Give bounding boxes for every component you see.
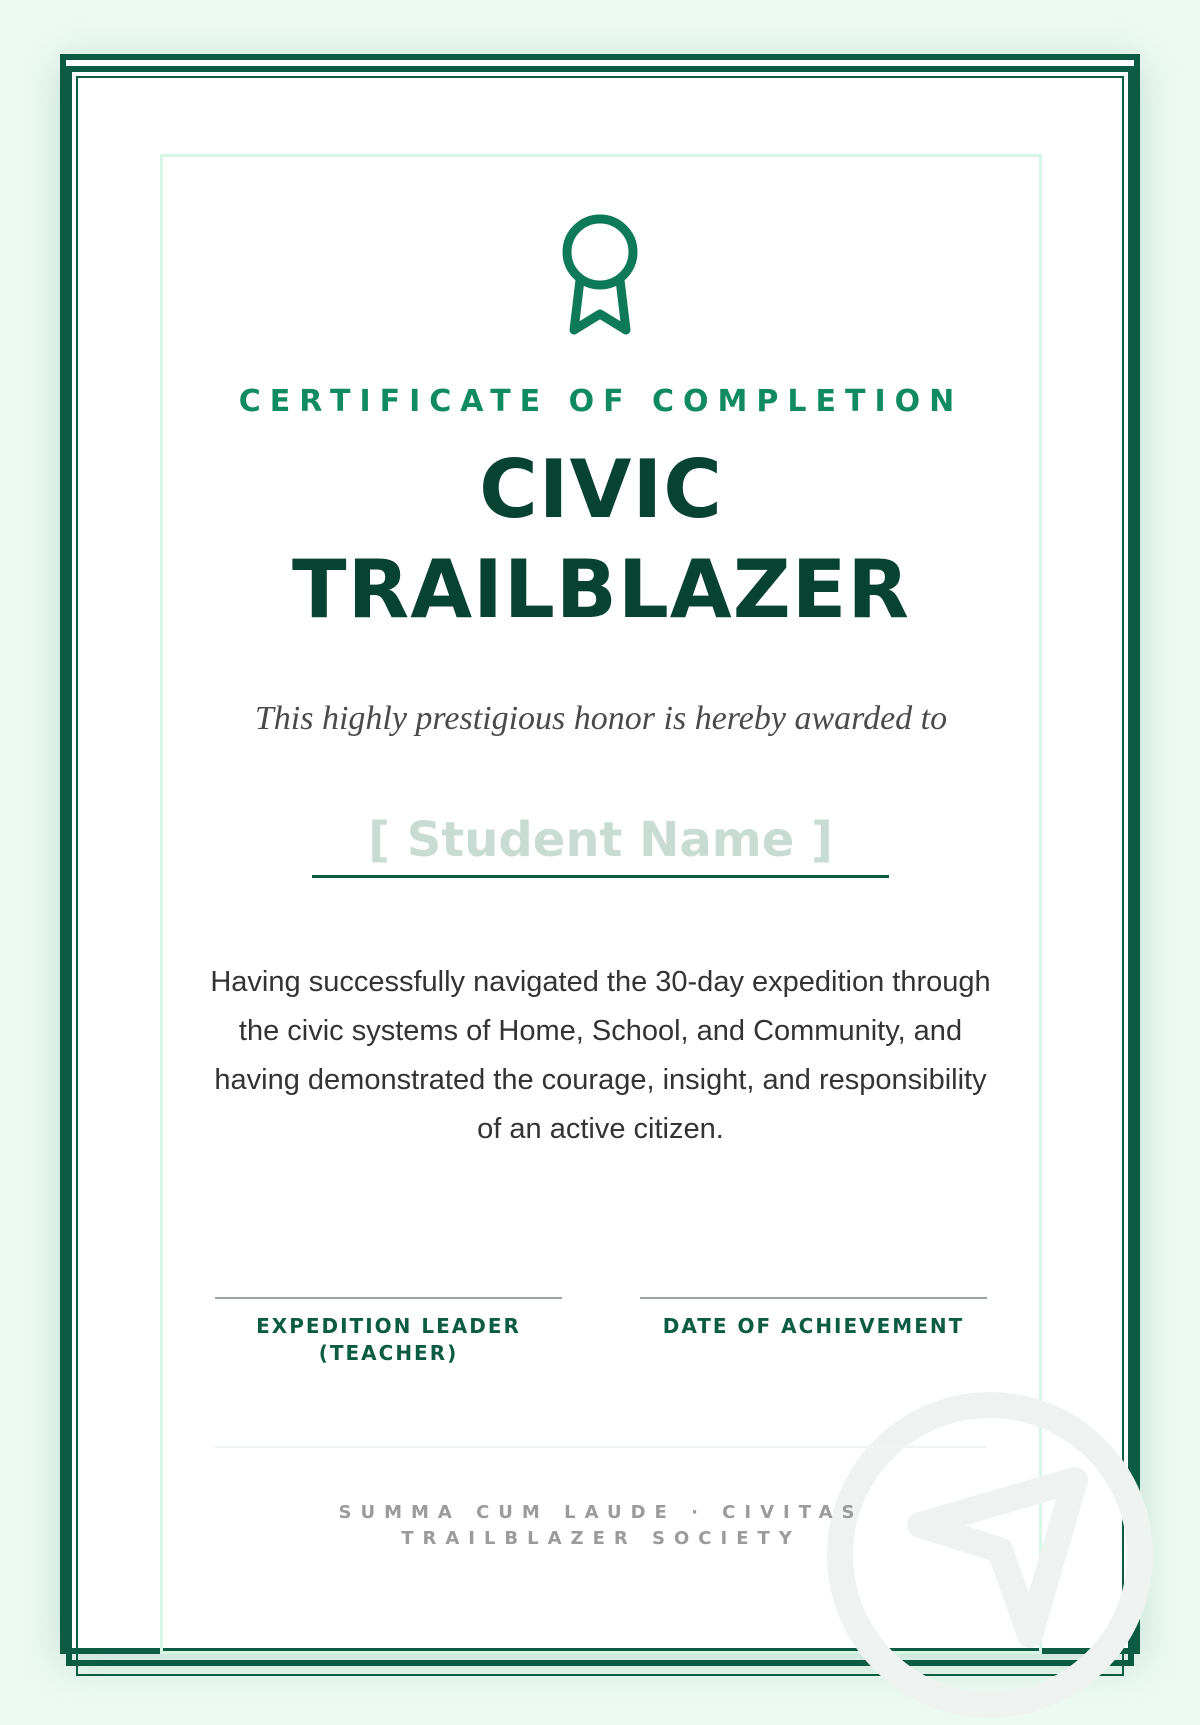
date-signature-line[interactable] [640, 1297, 987, 1340]
awarded-to-text: This highly prestigious honor is hereby awarded to [254, 700, 948, 737]
date-signature-label: DATE OF ACHIEVEMENT [662, 1314, 965, 1338]
footer-divider [215, 1446, 987, 1448]
certificate-type-label: CERTIFICATE OF COMPLETION [238, 384, 964, 419]
certificate-title [160, 440, 1042, 640]
award-ribbon-icon [560, 214, 640, 340]
certificate-panel [160, 154, 1042, 1654]
achievement-description: Having successfully navigated the 30-day expedition through the civic systems of Home, School, and Community, and having demonstrated the courage, insight, and responsibility of an active citizen. [210, 966, 991, 1145]
student-name-field[interactable]: [ Student Name ] [312, 805, 889, 878]
certificate-title-line-1: CIVIC [479, 443, 723, 536]
honor-footer-text: SUMMA CUM LAUDE · CIVITAS TRAILBLAZER SOCIETY [338, 1502, 864, 1549]
teacher-signature-line[interactable] [215, 1297, 562, 1367]
certificate-title-line-2: TRAILBLAZER [292, 543, 910, 636]
teacher-signature-label: EXPEDITION LEADER (TEACHER) [256, 1314, 521, 1365]
